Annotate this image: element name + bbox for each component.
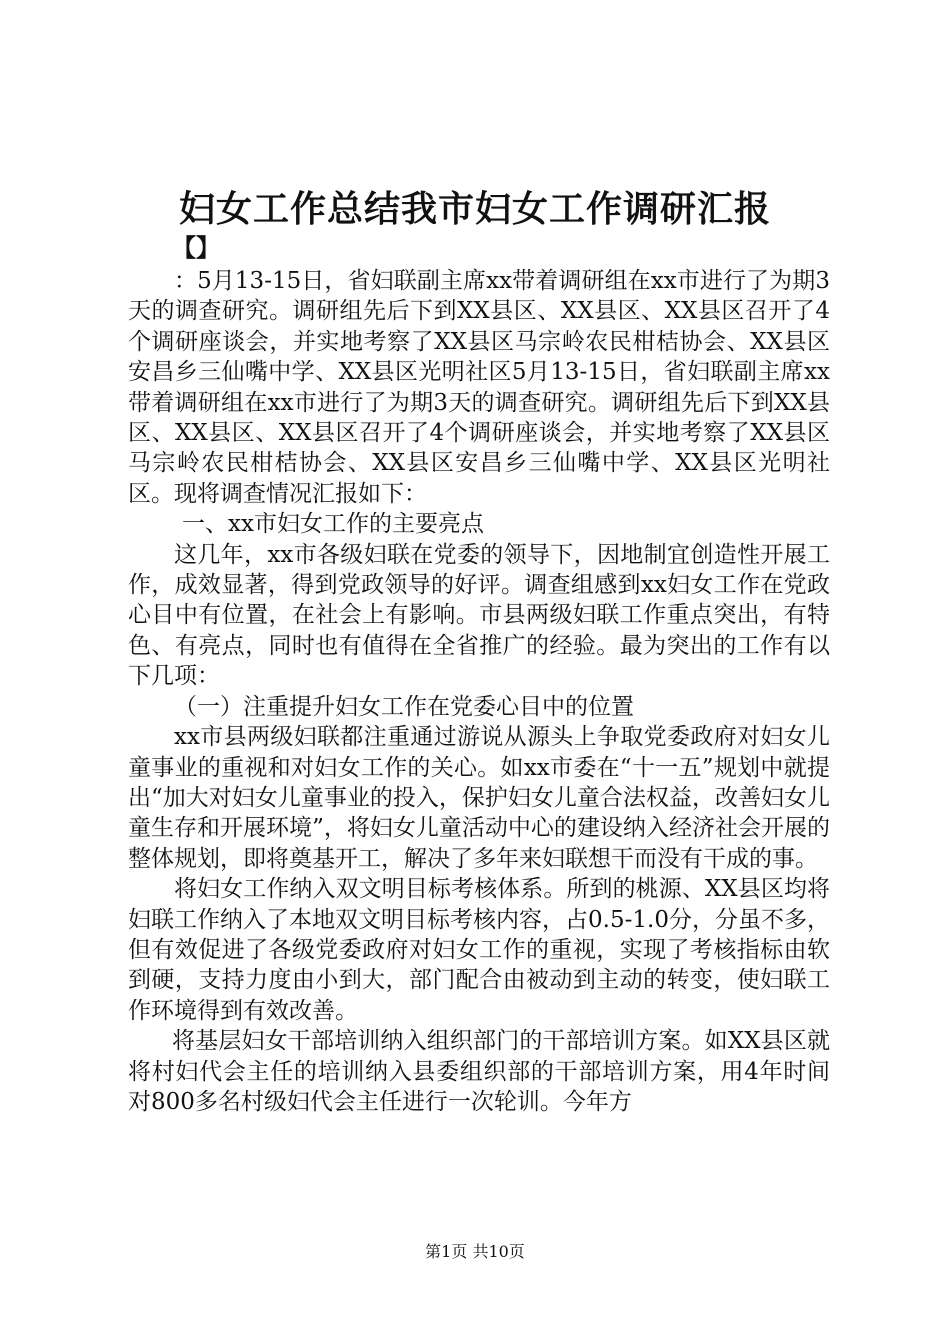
document-title: 妇女工作总结我市妇女工作调研汇报 [178,188,771,230]
page-footer: 第1页 共10页 [425,1242,525,1261]
body-paragraph: 这几年，xx市各级妇联在党委的领导下，因地制宜创造性开展工作，成效显著，得到党政领导的好评。调查组感到xx妇女工作在党政心目中有位置，在社会上有影响。市县两级妇联工作重点突出，有特色、有亮点，同时也有值得在全省推广的经验。最为突出的工作有以下几项： [128,541,830,690]
subsection-heading: （一）注重提升妇女工作在党委心目中的位置 [174,693,634,720]
bracket-placeholder: 【】 [172,233,220,262]
document-body [128,266,830,1117]
body-paragraph: 将基层妇女干部培训纳入组织部门的干部培训方案。如XX县区就将村妇代会主任的培训纳入县委组织部的干部培训方案，用4年时间对800多名村级妇代会主任进行一次轮训。今年方 [128,1028,830,1115]
section-heading: 一、xx市妇女工作的主要亮点 [182,511,484,538]
intro-paragraph: ：5月13-15日，省妇联副主席xx带着调研组在xx市进行了为期3天的调查研究。调研组先后下到XX县区、XX县区、XX县区召开了4个调研座谈会，并实地考察了XX县区马宗岭农民柑桔协会、XX县区安昌乡三仙嘴中学、XX县区光明社区5月13-15日，省妇联副主席xx带着调研组在xx市进行了为期3天的调查研究。调研组先后下到XX县区、XX县区、XX县区召开了4个调研座谈会，并实地考察了XX县区马宗岭农民柑桔协会、XX县区安昌乡三仙嘴中学、XX县区光明社区。现将调查情况汇报如下： [128,268,830,507]
body-paragraph: 将妇女工作纳入双文明目标考核体系。所到的桃源、XX县区均将妇联工作纳入了本地双文明目标考核内容，占0.5-1.0分，分虽不多，但有效促进了各级党委政府对妇女工作的重视，实现了考核指标由软到硬，支持力度由小到大，部门配合由被动到主动的转变，使妇联工作环境得到有效改善。 [128,876,830,1024]
body-paragraph: xx市县两级妇联都注重通过游说从源头上争取党委政府对妇女儿童事业的重视和对妇女工作的关心。如xx市委在“十一五”规划中就提出“加大对妇女儿童事业的投入，保护妇女儿童合法权益，改善妇女儿童生存和开展环境”，将妇女儿童活动中心的建设纳入经济社会开展的整体规划，即将奠基开工，解决了多年来妇联想干而没有干成的事。 [128,724,830,872]
